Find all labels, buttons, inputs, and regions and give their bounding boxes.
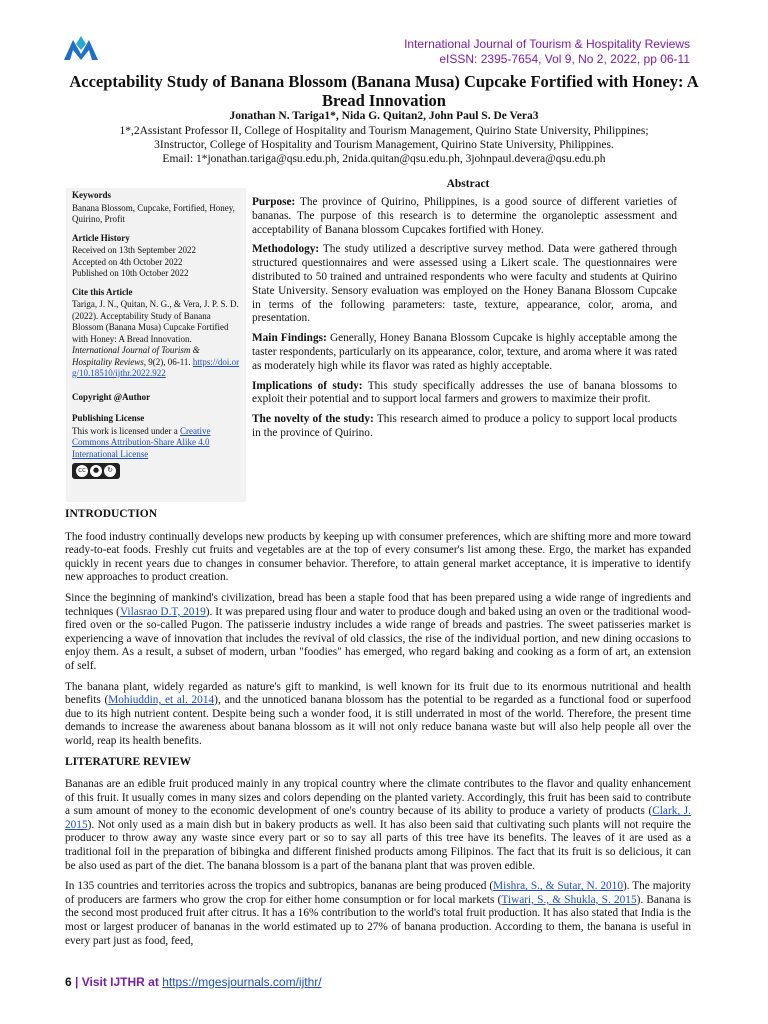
main-body bbox=[65, 508, 691, 955]
affiliations bbox=[60, 124, 708, 166]
intro-paragraph-1: The food industry continually develops new products by keeping up with consumer preferences, which are shifting more and more toward ready-to-eat foods. Freshly cut fruits and vegetables are at the top of every consumer's list among these. Ergo, the market has expanded quickly in recent years due to changes in consumer behavior. Therefore, to attain general market acceptance, it is imperative to identify new approaches to product creation. bbox=[65, 530, 691, 584]
sa-icon: ↻ bbox=[104, 465, 116, 477]
lit-paragraph-1 bbox=[65, 778, 691, 873]
intro-p2-text-b: ). It was prepared using flour and water to produce dough and baked using an oven or the traditional wood-fired oven or the so-called Pugon. The patisserie industry includes a wide range of breads and pastries. The sweet patisseries market is experiencing a wave of innovation that includes the revival of old classics, the rise of the individual portion, and new dining occasions to enjoy them. As a result, a subset of modern, urban "foodies" has emerged, who regard baking and cooking as a form of art, an extension of self. bbox=[65, 605, 691, 672]
intro-paragraph-3 bbox=[65, 681, 691, 749]
abstract-purpose bbox=[252, 196, 677, 237]
lit-p1-text-a: Bananas are an edible fruit produced mainly in any tropical country where the climate contributes to the flavor and quality enhancement of this fruit. It usually comes in many sizes and colors depending on the planted variety. Accordingly, this fruit has been said to contribute a sum amount of money to the economic development of one's country because of its ability to produce a variety of products ( bbox=[65, 778, 691, 818]
findings-text: Generally, Honey Banana Blossom Cupcake is highly acceptable among the taster respondents, particularly on its appearance, color, texture, and aroma where it was rated as moderately high while its flavor was rated as highly acceptable. bbox=[252, 332, 678, 372]
citation-link[interactable]: Mohiuddin, et al. 2014 bbox=[108, 694, 215, 707]
license bbox=[72, 426, 240, 461]
abstract-methodology bbox=[252, 243, 677, 326]
journal-header bbox=[404, 37, 690, 67]
published-date: Published on 10th October 2022 bbox=[72, 268, 189, 278]
implications-text: This study specifically addresses the use of banana blossoms to exploit their potential and to support local farmers and growers to maximize their profit. bbox=[252, 379, 677, 406]
footer-separator: | bbox=[71, 975, 82, 989]
novelty-text: This research aimed to produce a policy to support local products in the province of Quirino. bbox=[252, 413, 678, 439]
lit-p1-text-b: ). Not only used as a main dish but in bakery products as well. It has also been said that cultivating such plants will not require the producer to throw away any waste since every part or so to say all parts of this tree have its benefits. The leaves of it are used as a traditional foil in the preparation of bibingka and different finished products among Filipinos. The fact that its fruit is so delicious, it can be also used as part of the diet. The banana blossom is a part of the banana plant that was proven edible. bbox=[65, 818, 691, 872]
novelty-label: The novelty of the study: bbox=[252, 413, 374, 426]
affiliation-2: 3Instructor, College of Hospitality and Tourism Management, Quirino State University, Philippines. bbox=[154, 139, 614, 151]
journal-issn: eISSN: 2395-7654, Vol 9, No 2, 2022, pp 06-11 bbox=[439, 52, 690, 66]
methodology-text: The study utilized a descriptive survey method. Data were gathered through structured questionnaires and were assessed using a Likert scale. The questionnaires were distributed to 50 trained and untrained respondents who were faculty and students at Quirino State University. Sensory evaluation was employed on the Honey Banana Blossom Cupcake in terms of the following parameters: taste, texture, appearance, color, aroma, and presentation. bbox=[252, 243, 678, 325]
journal-logo-icon bbox=[64, 36, 98, 60]
citation-text: Tariga, J. N., Quitan, N. G., & Vera, J. P. S. D. (2022). Acceptability Study of Banana Blossom (Banana Musa) Cupcake Fortified with Honey: A Bread Innovation. bbox=[72, 299, 239, 344]
citation-link[interactable]: Mishra, S., & Sutar, N. 2010 bbox=[493, 880, 623, 893]
page-footer bbox=[65, 975, 322, 989]
paper-authors: Jonathan N. Tariga1*, Nida G. Quitan2, John Paul S. De Vera3 bbox=[229, 110, 539, 122]
abstract-findings bbox=[252, 332, 677, 373]
license-heading: Publishing License bbox=[72, 413, 145, 423]
citation-link[interactable]: Clark, J. 2015 bbox=[65, 805, 692, 831]
purpose-label: Purpose: bbox=[252, 196, 296, 208]
intro-paragraph-2 bbox=[65, 592, 691, 674]
paper-title: Acceptability Study of Banana Blossom (Banana Musa) Cupcake Fortified with Honey: A Bread Innovation bbox=[69, 72, 699, 110]
cc-icon: cc bbox=[76, 465, 88, 477]
abstract-heading: Abstract bbox=[446, 178, 490, 190]
abstract-body bbox=[252, 196, 677, 447]
history-heading: Article History bbox=[72, 232, 130, 243]
lit-p2-text-c: ). Banana is the second most produced fruit after citrus. It has a 16% contribution to the world's total fruit production. It has also stated that India is the most or largest producer of bananas in the world estimated up to 27% of banana production. According to them, the banana is useful in every part just as food, feed, bbox=[65, 893, 691, 947]
accepted-date: Accepted on 4th October 2022 bbox=[72, 256, 183, 267]
literature-review-heading: LITERATURE REVIEW bbox=[65, 755, 191, 768]
lit-p2-text-b: ). The majority of producers are farmers who grow the crop for either home consumption or for local markets ( bbox=[65, 880, 692, 906]
citation-link[interactable]: Vilasrao D.T, 2019 bbox=[119, 605, 206, 618]
intro-p3-text-b: ), and the unnoticed banana blossom has the potential to be regarded as a functional food or superfood due to its high nutrient content. Despite being such a wonder food, it is still underrated in most of the world. Therefore, the present time demands to increase the awareness about banana blossom as it will not only reduce banana waste but will also help people all over the world, reap its health benefits. bbox=[65, 694, 691, 747]
citation-link[interactable]: Tiwari, S., & Shukla, S. 2015 bbox=[501, 893, 637, 906]
intro-p2-text-a: Since the beginning of mankind's civilization, bread has been a staple food that has been prepared using a wide range of ingredients and techniques ( bbox=[65, 591, 691, 618]
findings-label: Main Findings: bbox=[252, 332, 327, 345]
lit-p2-text-a: In 135 countries and territories across the tropics and subtropics, bananas are being produced ( bbox=[65, 880, 494, 893]
license-link[interactable]: Creative Commons Attribution-Share Alike 4.0 International License bbox=[72, 425, 211, 459]
by-icon: ● bbox=[90, 465, 102, 477]
methodology-label: Methodology: bbox=[252, 243, 320, 256]
page-number: 6 bbox=[65, 975, 72, 989]
citation bbox=[72, 299, 240, 380]
article-info-sidebar bbox=[66, 188, 246, 502]
citation-journal: International Journal of Tourism & Hospitality Reviews bbox=[72, 345, 200, 367]
citation-volume: , 9(2), 06-11. bbox=[143, 356, 191, 367]
lit-paragraph-2 bbox=[65, 880, 691, 948]
journal-url-link[interactable]: https://mgesjournals.com/ijthr/ bbox=[162, 975, 322, 989]
affiliation-1: 1*,2Assistant Professor II, College of Hospitality and Tourism Management, Quirino State University, Philippines; bbox=[119, 125, 649, 137]
footer-visit: Visit IJTHR at bbox=[81, 975, 159, 989]
introduction-heading: INTRODUCTION bbox=[65, 508, 158, 520]
abstract-implications bbox=[252, 380, 677, 408]
journal-name: International Journal of Tourism & Hospitality Reviews bbox=[404, 37, 690, 51]
implications-label: Implications of study: bbox=[252, 379, 363, 392]
keywords-heading: Keywords bbox=[72, 190, 111, 200]
abstract-novelty bbox=[252, 413, 677, 441]
received-date: Received on 13th September 2022 bbox=[72, 245, 196, 255]
license-text: This work is licensed under a bbox=[72, 425, 178, 436]
keywords: Banana Blossom, Cupcake, Fortified, Honey, Quirino, Profit bbox=[72, 202, 235, 224]
intro-p3-text-a: The banana plant, widely regarded as nature's gift to mankind, is well known for its fruit due to its enormous nutritional and health benefits ( bbox=[65, 680, 691, 707]
purpose-text: The province of Quirino, Philippines, is a good source of different varieties of bananas. The purpose of this research is to determine the organoleptic assessment and acceptability of Banana blossom Cupcakes fortified with Honey. bbox=[252, 196, 677, 236]
citation-doi-link[interactable]: https://doi.org/10.18510/ijthr.2022.922 bbox=[72, 356, 240, 378]
cite-heading: Cite this Article bbox=[72, 286, 133, 297]
author-emails: Email: 1*jonathan.tariga@qsu.edu.ph, 2nida.quitan@qsu.edu.ph, 3johnpaul.devera@qsu.edu.ph bbox=[162, 153, 606, 165]
copyright: Copyright @Author bbox=[72, 391, 151, 402]
cc-by-sa-badge[interactable] bbox=[72, 463, 120, 479]
